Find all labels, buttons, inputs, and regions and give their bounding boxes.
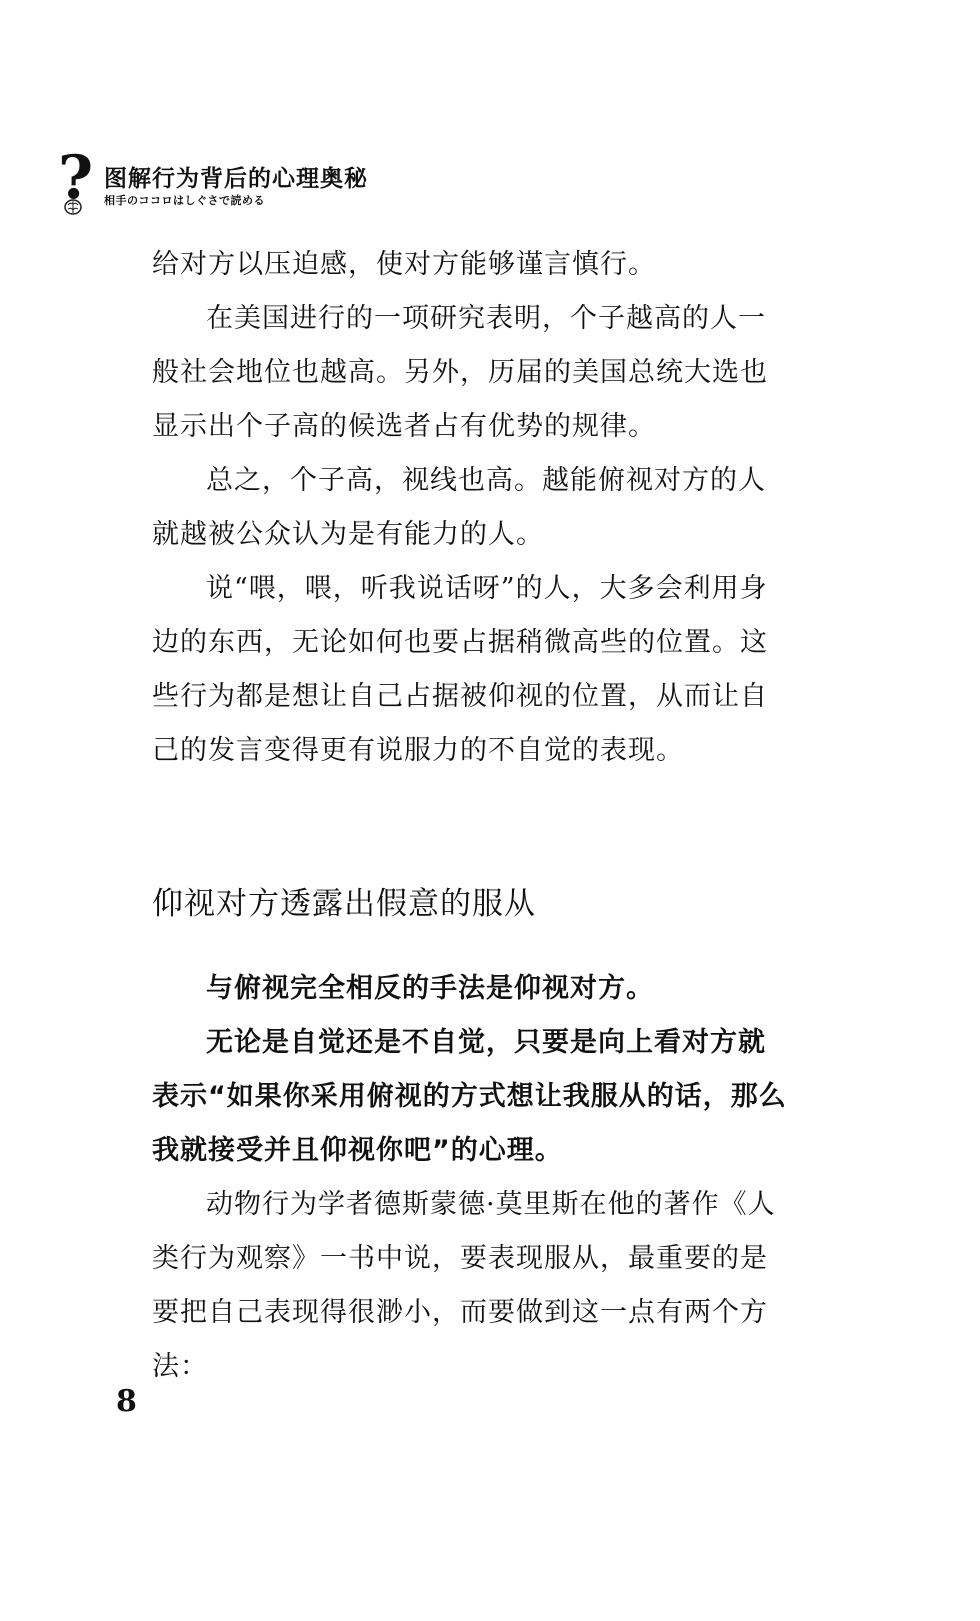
body-text-top: [152, 238, 792, 778]
paragraph: 动物行为学者德斯蒙德·莫里斯在他的著作《人类行为观察》一书中说，要表现服从，最重要的是要把自己表现得很渺小，而要做到这一点有两个方法：: [152, 1189, 776, 1382]
bold-paragraph: 无论是自觉还是不自觉，只要是向上看对方就表示“如果你采用俯视的方式想让我服从的话，那么我就接受并且仰视你吧”的心理。: [152, 1027, 787, 1166]
brain-icon: [64, 198, 82, 216]
page-number: 8: [116, 1384, 137, 1419]
section-heading: 仰视对方透露出假意的服从: [152, 886, 536, 922]
question-mark-icon: ?: [58, 143, 94, 213]
paragraph: 总之，个子高，视线也高。越能俯视对方的人就越被公众认为是有能力的人。: [152, 465, 766, 550]
paragraph: 给对方以压迫感，使对方能够谨言慎行。: [152, 249, 656, 280]
paragraph: 说“喂，喂，听我说话呀”的人，大多会利用身边的东西，无论如何也要占据稍微高些的位置。这些行为都是想让自己占据被仰视的位置，从而让自己的发言变得更有说服力的不自觉的表现。: [152, 573, 768, 766]
bold-paragraph: 与俯视完全相反的手法是仰视对方。: [206, 973, 654, 1004]
paragraph: 在美国进行的一项研究表明，个子越高的人一般社会地位也越高。另外，历届的美国总统大选也显示出个子高的候选者占有优势的规律。: [152, 303, 768, 442]
book-subtitle: 相手のココロはしぐさで読める: [104, 194, 265, 207]
running-header: [58, 143, 918, 228]
book-title: 图解行为背后的心理奥秘: [104, 166, 368, 192]
body-text-bottom: [152, 962, 792, 1394]
